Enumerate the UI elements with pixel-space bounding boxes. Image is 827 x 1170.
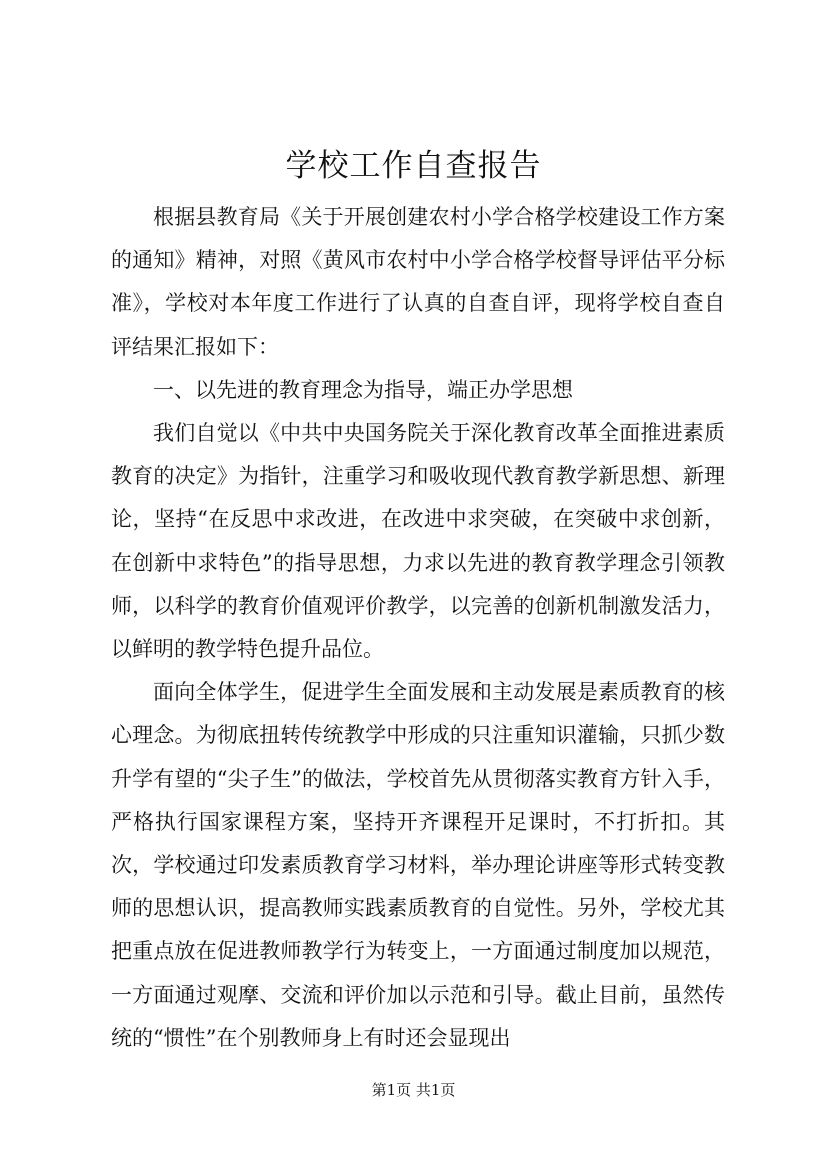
page-footer: 第1页 共1页: [371, 1081, 456, 1099]
document-body: [111, 196, 725, 1060]
document-title: 学校工作自查报告: [285, 148, 542, 184]
section-heading-1: 一、以先进的教育理念为指导，端正办学思想: [153, 377, 573, 402]
paragraph-guiding-principle: 我们自觉以《中共中央国务院关于深化教育改革全面推进素质教育的决定》为指针，注重学习和吸收现代教育教学新思想、新理论，坚持“在反思中求改进，在改进中求突破，在突破中求创新，在创新中求特色”的指导思想，力求以先进的教育教学理念引领教师，以科学的教育价值观评价教学，以完善的创新机制激发活力，以鲜明的教学特色提升品位。: [111, 421, 725, 662]
paragraph-core-concept: 面向全体学生，促进学生全面发展和主动发展是素质教育的核心理念。为彻底扭转传统教学中形成的只注重知识灌输，只抓少数升学有望的“尖子生”的做法，学校首先从贯彻落实教育方针入手，严格执行国家课程方案，坚持开齐课程开足课时，不打折扣。其次，学校通过印发素质教育学习材料，举办理论讲座等形式转变教师的思想认识，提高教师实践素质教育的自觉性。另外，学校尤其把重点放在促进教师教学行为转变上，一方面通过制度加以规范，一方面通过观摩、交流和评价加以示范和引导。截止目前，虽然传统的“惯性”在个别教师身上有时还会显现出: [111, 680, 725, 1050]
paragraph-intro: 根据县教育局《关于开展创建农村小学合格学校建设工作方案的通知》精神，对照《黄风市农村中小学合格学校督导评估平分标准》，学校对本年度工作进行了认真的自查自评，现将学校自查自评结果汇报如下：: [111, 205, 725, 359]
